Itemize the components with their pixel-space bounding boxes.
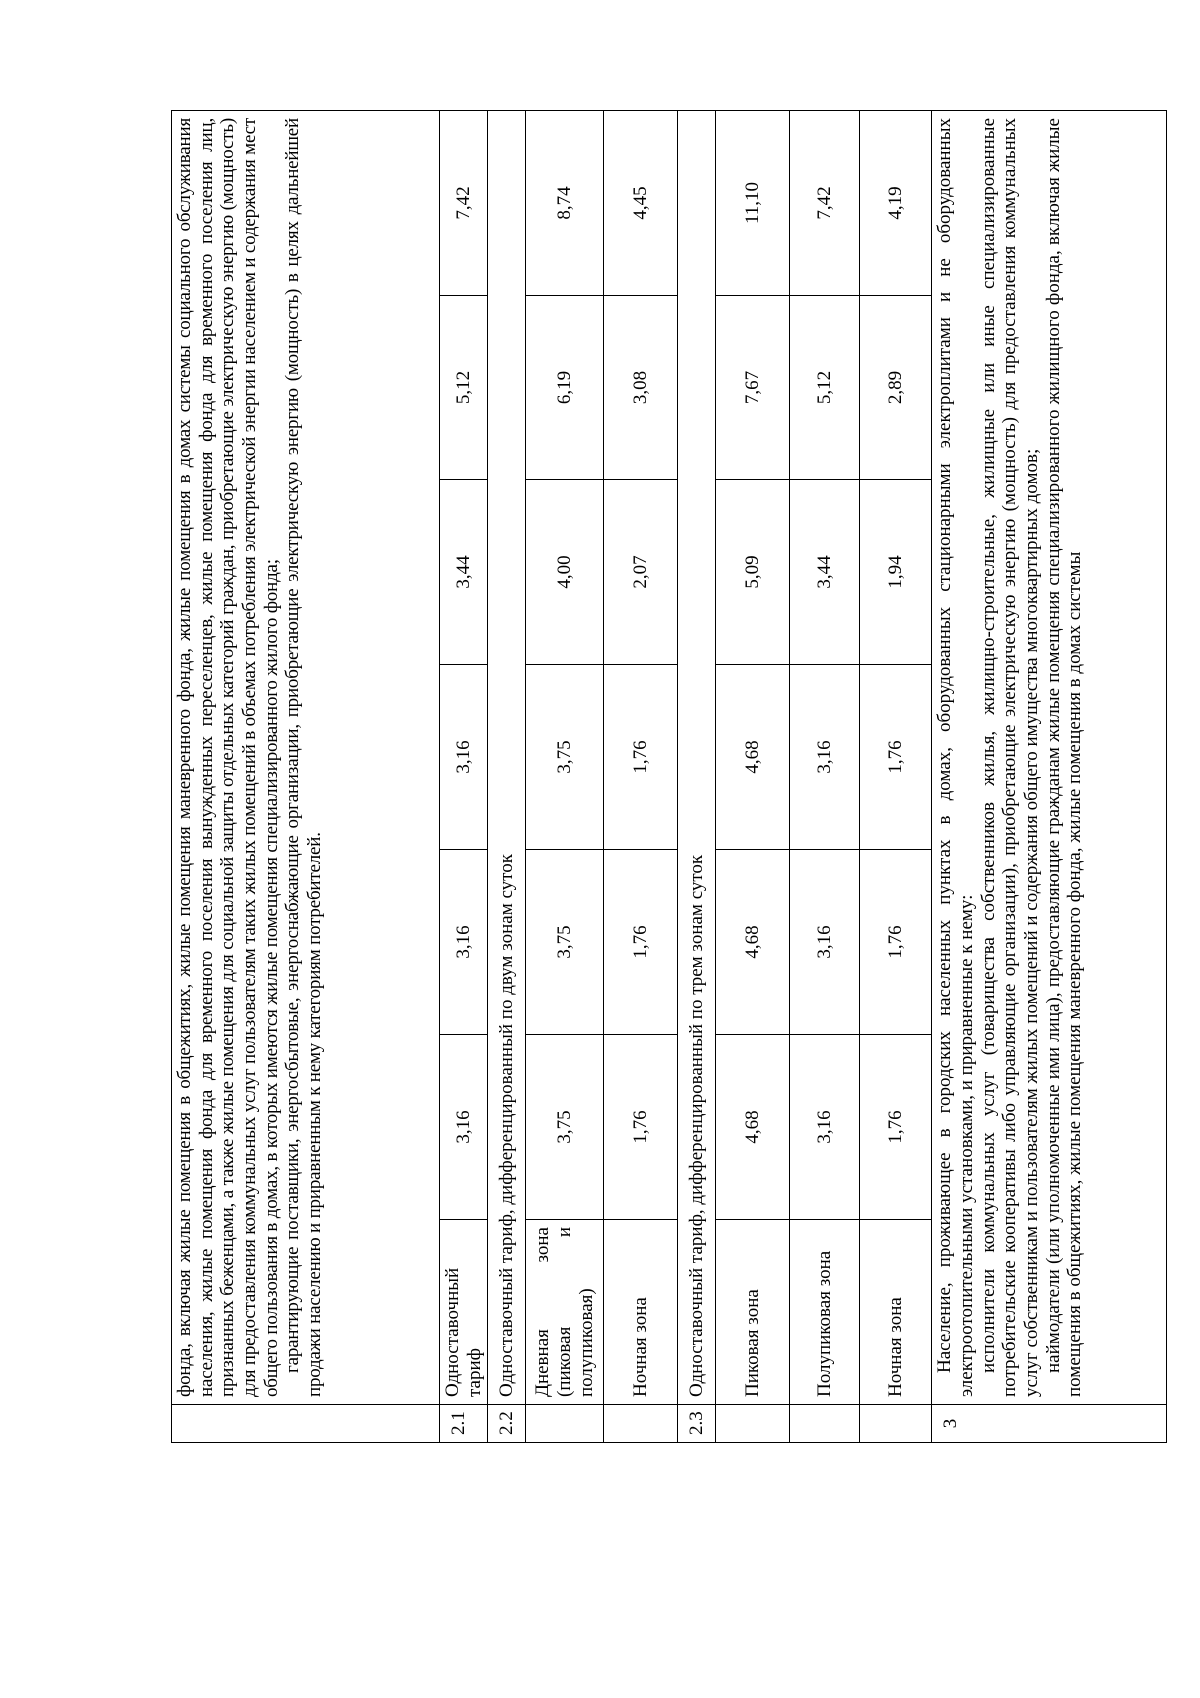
row-number xyxy=(716,1405,790,1443)
paragraph: исполнители коммунальных услуг (товарищества собственников жилья, жилищно-строительные, жилищные или иные специализированные потребительские кооперативы либо управляющие организации), приобретающие электрическую энергию (мощность) для предоставления коммунальных услуг собственникам и пользователям жилых помещений и содержания общего имущества многоквартирных домов; xyxy=(977,118,1042,1397)
paragraph: фонда, включая жилые помещения в общежитиях, жилые помещения маневренного фонда, жилые помещения в домах системы социального обслуживания населения, жилые помещения фонда для временного поселения вынужденных переселенцев, жилые помещения фонда для временного поселения лиц, признанных беженцами, а также жилые помещения для социальной защиты отдельных категорий граждан, приобретающие электрическую энергию (мощность) для предоставления коммунальных услуг пользователям таких жилых помещений в объемах потребления электрической энергии населением и содержания мест общего пользования в домах, в которых имеются жилые помещения специализированного жилого фонда; xyxy=(174,118,282,1397)
tariff-value: 3,44 xyxy=(440,480,488,665)
continuation-text-cell xyxy=(172,111,440,1405)
row-number xyxy=(790,1405,860,1443)
section-heading: Одноставочный тариф, дифференцированный по двум зонам суток xyxy=(488,111,526,1405)
tariff-table xyxy=(171,110,1167,1443)
table-row xyxy=(526,111,604,1443)
tariff-value: 1,76 xyxy=(604,850,678,1035)
tariff-value: 4,19 xyxy=(860,111,932,296)
tariff-label: Пиковая зона xyxy=(716,1220,790,1405)
tariff-label: Одноставочный тариф xyxy=(440,1220,488,1405)
row-number: 2.1 xyxy=(440,1405,488,1443)
tariff-value: 8,74 xyxy=(526,111,604,296)
tariff-value: 7,67 xyxy=(716,296,790,480)
tariff-value: 5,12 xyxy=(790,296,860,480)
tariff-value: 3,75 xyxy=(526,665,604,850)
tariff-value: 7,42 xyxy=(440,111,488,296)
table-row xyxy=(860,111,932,1443)
row-number: 2.2 xyxy=(488,1405,526,1443)
table-row xyxy=(604,111,678,1443)
section-3-text-cell xyxy=(932,111,1167,1405)
tariff-value: 7,42 xyxy=(790,111,860,296)
paragraph: Население, проживающее в городских населенных пунктах в домах, оборудованных стационарными электроплитами и не оборудованных электроотопительными установками, и приравненные к нему: xyxy=(934,118,977,1397)
section-heading: Одноставочный тариф, дифференцированный по трем зонам суток xyxy=(678,111,716,1405)
tariff-value: 4,00 xyxy=(526,480,604,665)
tariff-value: 4,68 xyxy=(716,1035,790,1220)
row-number: 3 xyxy=(932,1405,1167,1443)
tariff-value: 3,16 xyxy=(790,1035,860,1220)
tariff-value: 3,16 xyxy=(790,850,860,1035)
tariff-value: 1,94 xyxy=(860,480,932,665)
table-row xyxy=(932,111,1167,1443)
tariff-value: 4,68 xyxy=(716,665,790,850)
tariff-value: 4,68 xyxy=(716,850,790,1035)
rotated-table-wrapper xyxy=(171,111,1091,1443)
table-row xyxy=(440,111,488,1443)
tariff-value: 2,89 xyxy=(860,296,932,480)
row-number xyxy=(526,1405,604,1443)
tariff-value: 3,16 xyxy=(440,1035,488,1220)
tariff-value: 1,76 xyxy=(604,1035,678,1220)
tariff-value: 3,75 xyxy=(526,850,604,1035)
table-row xyxy=(488,111,526,1443)
tariff-label: Ночная зона xyxy=(604,1220,678,1405)
tariff-label: Полупиковая зона xyxy=(790,1220,860,1405)
tariff-value: 6,19 xyxy=(526,296,604,480)
table-row xyxy=(172,111,440,1443)
row-number xyxy=(860,1405,932,1443)
tariff-value: 3,44 xyxy=(790,480,860,665)
tariff-value: 1,76 xyxy=(860,665,932,850)
tariff-value: 11,10 xyxy=(716,111,790,296)
table-row xyxy=(790,111,860,1443)
tariff-label: Ночная зона xyxy=(860,1220,932,1405)
row-number-cell xyxy=(172,1405,440,1443)
tariff-value: 5,09 xyxy=(716,480,790,665)
row-number: 2.3 xyxy=(678,1405,716,1443)
row-number xyxy=(604,1405,678,1443)
tariff-value: 5,12 xyxy=(440,296,488,480)
tariff-value: 1,76 xyxy=(860,850,932,1035)
table-row xyxy=(678,111,716,1443)
tariff-value: 4,45 xyxy=(604,111,678,296)
table-row xyxy=(716,111,790,1443)
tariff-value: 1,76 xyxy=(860,1035,932,1220)
tariff-value: 3,08 xyxy=(604,296,678,480)
tariff-value: 3,16 xyxy=(790,665,860,850)
tariff-value: 3,75 xyxy=(526,1035,604,1220)
tariff-value: 3,16 xyxy=(440,850,488,1035)
paragraph: гарантирующие поставщики, энергосбытовые, энергоснабжающие организации, приобретающие электрическую энергию (мощность) в целях дальнейшей продажи населению и приравненным к нему категориям потребителей. xyxy=(282,118,325,1397)
tariff-value: 3,16 xyxy=(440,665,488,850)
tariff-value: 2,07 xyxy=(604,480,678,665)
tariff-value: 1,76 xyxy=(604,665,678,850)
tariff-label: Дневная зона (пиковая и полупиковая) xyxy=(526,1220,604,1405)
paragraph: наймодатели (или уполномоченные ими лица), предоставляющие гражданам жилые помещения специализированного жилищного фонда, включая жилые помещения в общежитиях, жилые помещения маневренного фонда, жилые помещения в домах системы xyxy=(1042,118,1086,1397)
